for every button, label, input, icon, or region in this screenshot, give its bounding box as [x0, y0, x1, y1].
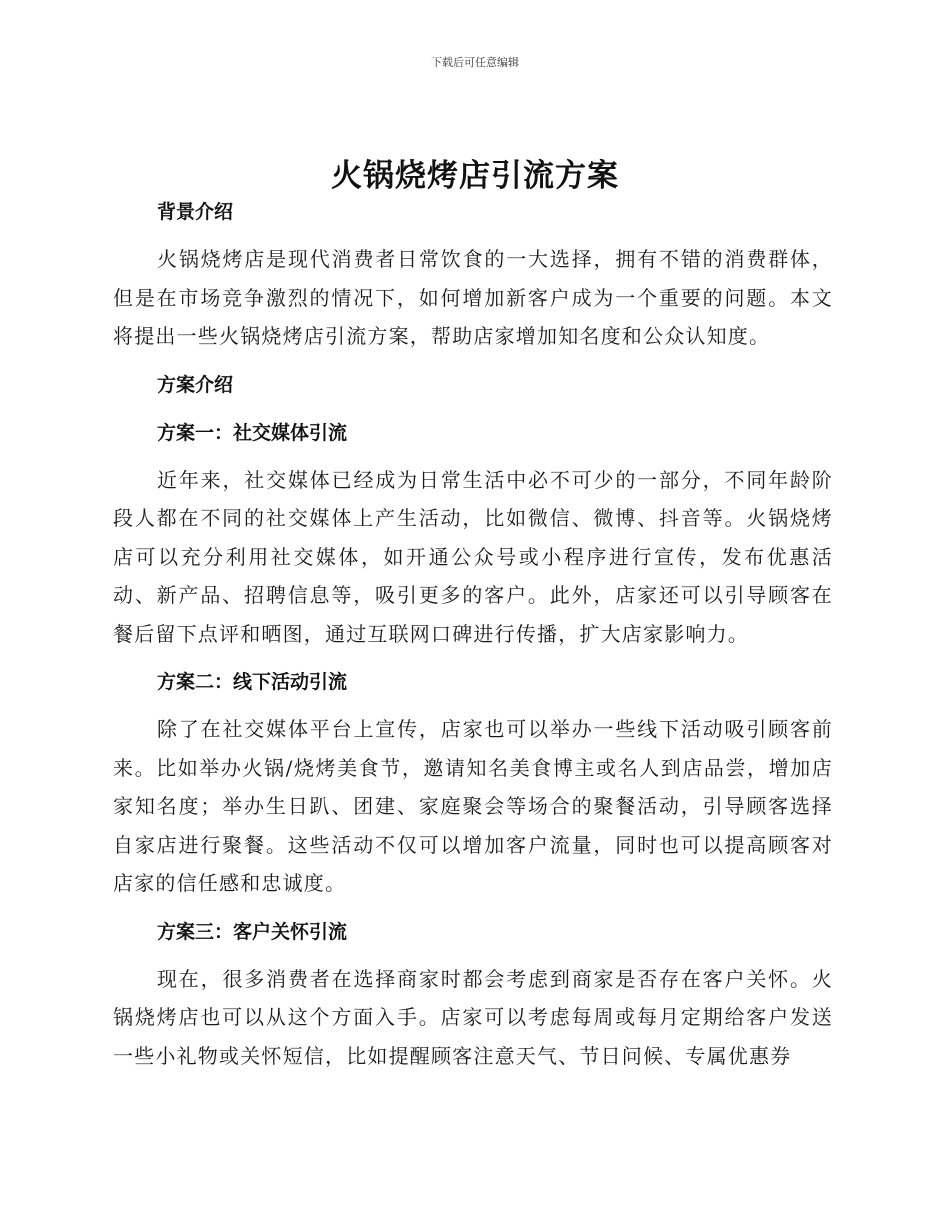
header-note: 下载后可任意编辑: [431, 56, 519, 69]
section-heading-plans-intro: 方案介绍: [157, 373, 234, 396]
section-heading-plan1: 方案一：社交媒体引流: [157, 421, 348, 444]
document-body: [113, 194, 833, 1075]
section-heading-background: 背景介绍: [157, 201, 234, 223]
paragraph-plan2: 除了在社交媒体平台上宣传，店家也可以举办一些线下活动吸引顾客前来。比如举办火锅/烧烤美食节，邀请知名美食博主或名人到店品尝，增加店家知名度；举办生日趴、团建、家庭聚会等场合的聚餐活动，引导顾客选择自家店进行聚餐。这些活动不仅可以增加客户流量，同时也可以提高顾客对店家的信任感和忠诚度。: [113, 717, 833, 895]
document-title: 火锅烧烤店引流方案: [331, 158, 619, 194]
section-heading-plan2: 方案二：线下活动引流: [157, 671, 348, 693]
paragraph-plan1: 近年来，社交媒体已经成为日常生活中必不可少的一部分，不同年龄阶段人都在不同的社交媒体上产生活动，比如微信、微博、抖音等。火锅烧烤店可以充分利用社交媒体，如开通公众号或小程序进行宣传，发布优惠活动、新产品、招聘信息等，吸引更多的客户。此外，店家还可以引导顾客在餐后留下点评和晒图，通过互联网口碑进行传播，扩大店家影响力。: [113, 467, 833, 646]
paragraph-plan3: 现在，很多消费者在选择商家时都会考虑到商家是否存在客户关怀。火锅烧烤店也可以从这个方面入手。店家可以考虑每周或每月定期给客户发送一些小礼物或关怀短信，比如提醒顾客注意天气、节日问候、专属优惠券: [113, 966, 833, 1068]
paragraph-background: 火锅烧烤店是现代消费者日常饮食的一大选择，拥有不错的消费群体，但是在市场竞争激烈的情况下，如何增加新客户成为一个重要的问题。本文将提出一些火锅烧烤店引流方案，帮助店家增加知名度和公众认知度。: [113, 247, 833, 348]
section-heading-plan3: 方案三：客户关怀引流: [157, 920, 348, 943]
